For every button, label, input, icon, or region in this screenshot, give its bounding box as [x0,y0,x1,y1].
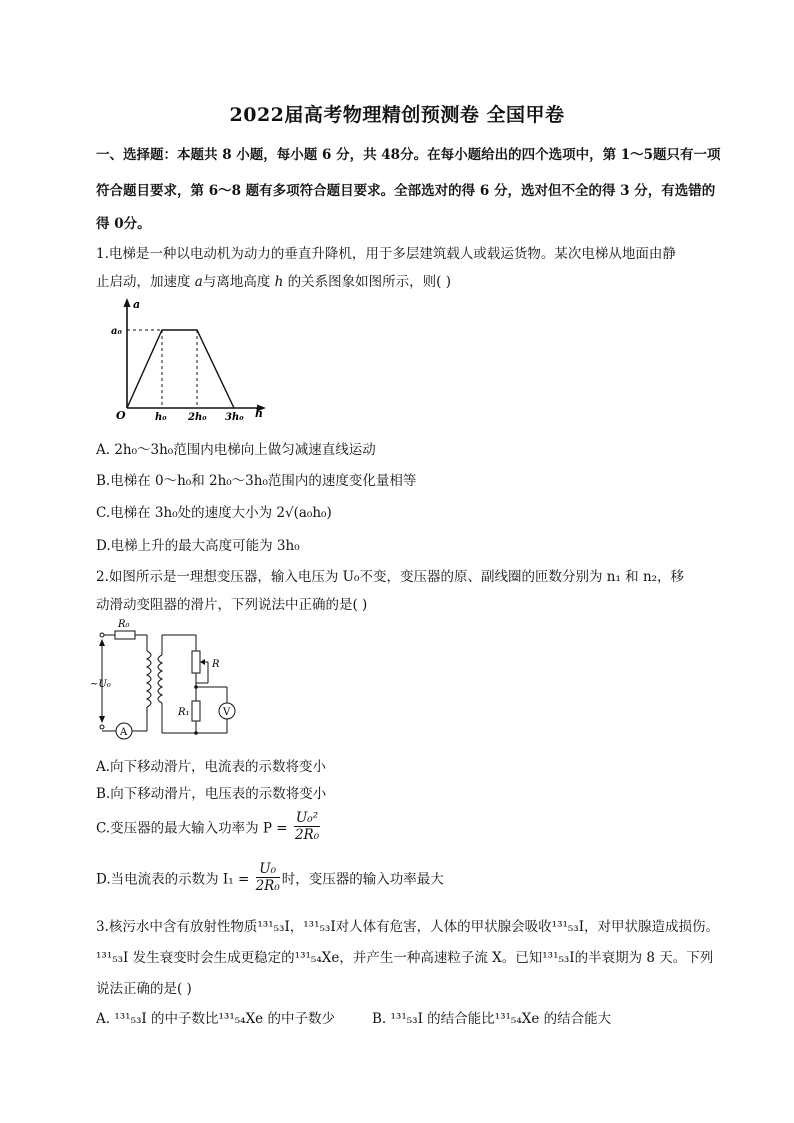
q1-option-c: C.电梯在 3h₀处的速度大小为 2√(a₀h₀) [96,505,332,521]
q3-option-b: B. ¹³¹₅₃I 的结合能比¹³¹₅₄Xe 的结合能大 [372,1011,612,1027]
section-instructions-line-2: 符合题目要求，第 6～8 题有多项符合题目要求。全部选对的得 6 分，选对但不全的得 3 分，有选错的 [96,183,716,199]
q2-option-b: B.向下移动滑片，电压表的示数将变小 [96,786,327,802]
fraction-denominator: 2R₀ [255,878,280,894]
q1-stem-line-1: 1.电梯是一种以电动机为动力的垂直升降机，用于多层建筑载人或载运货物。某次电梯从地面由静 [96,246,676,262]
fraction-numerator: U₀ [256,861,280,878]
resistor-r1 [192,701,200,721]
q2-stem-line-2: 动滑动变阻器的滑片，下列说法中正确的是( ) [96,597,368,613]
q1-acceleration-height-graph [100,296,275,422]
label-ammeter: A [120,727,128,738]
q3-stem-line-1: 3.核污水中含有放射性物质¹³¹₅₃I，¹³¹₅₃I对人体有危害，人体的甲状腺会吸收¹³¹₅₃I，对甲状腺造成损伤。 [96,919,720,935]
q3-stem-line-3: 说法正确的是( ) [96,981,192,997]
q1-stem-line-2 [96,270,451,290]
y-axis-arrow [124,298,131,307]
q2-stem-line-1: 2.如图所示是一理想变压器，输入电压为 U₀不变，变压器的原、副线圈的匝数分别为 n₁ 和 n₂，移 [96,569,685,585]
page-title: 2022届高考物理精创预测卷 全国甲卷 [229,104,565,126]
x-tick-2h0: 2h₀ [188,412,207,422]
q2-option-d [96,861,444,894]
label-r0: R₀ [118,619,130,630]
fraction-denominator: 2R₀ [294,827,320,843]
q1-option-d: D.电梯上升的最大高度可能为 3h₀ [96,538,300,554]
q1-var-h: h [274,274,284,290]
q1-stem-part: 的关系图象如图所示，则( ) [283,274,451,290]
q3-stem-line-2: ¹³¹₅₃I 发生衰变时会生成更稳定的¹³¹₅₄Xe，并产生一种高速粒子流 X。已知¹³¹₅₃I的半衰期为 8 天。下列 [96,950,714,966]
q2-option-c-fraction [294,810,320,843]
acceleration-curve [127,330,234,408]
q3-option-a: A. ¹³¹₅₃I 的中子数比¹³¹₅₄Xe 的中子数少 [96,1011,335,1027]
secondary-coil [158,655,162,703]
section-instructions-line-3: 得 0分。 [96,216,151,232]
x-tick-h0: h₀ [155,412,167,422]
q1-option-a: A. 2h₀～3h₀范围内电梯向上做匀减速直线运动 [96,442,376,458]
fraction-numerator: U₀² [295,810,319,826]
q2-option-a: A.向下移动滑片，电流表的示数将变小 [96,759,327,775]
label-r1: R₁ [178,707,190,718]
y-axis-label: a [133,298,141,311]
label-r: R [212,659,220,670]
q1-stem-part: 与离地高度 [202,274,275,290]
x-axis-label: h [255,407,263,420]
section-instructions-line-1: 一、选择题：本题共 8 小题，每小题 6 分，共 48分。在每小题给出的四个选项中，第 1～5题只有一项 [96,147,721,163]
origin-label: O [116,409,126,422]
rheostat-r [192,651,200,673]
q2-option-d-text: D.当电流表的示数为 I₁ = [96,871,254,888]
q1-stem-part: 止启动，加速度 [96,274,195,290]
q2-option-c [96,810,322,843]
q1-var-a: a [194,274,203,290]
q2-option-c-text: C.变压器的最大输入功率为 P = [96,820,292,837]
q2-transformer-circuit [90,617,250,747]
label-voltmeter: V [223,707,231,718]
x-tick-3h0: 3h₀ [225,412,244,422]
primary-coil [147,651,151,707]
label-u0: ~U₀ [90,679,111,690]
resistor-r0 [115,631,135,639]
primary-bottom-terminal [100,725,104,729]
q2-option-d-fraction [256,861,280,894]
q1-option-b: B.电梯在 0～h₀和 2h₀～3h₀范围内的速度变化量相等 [96,473,417,489]
y-tick-a0: a₀ [111,326,122,337]
primary-top-terminal [100,633,104,637]
q2-option-d-text: 时，变压器的输入功率最大 [281,871,444,888]
